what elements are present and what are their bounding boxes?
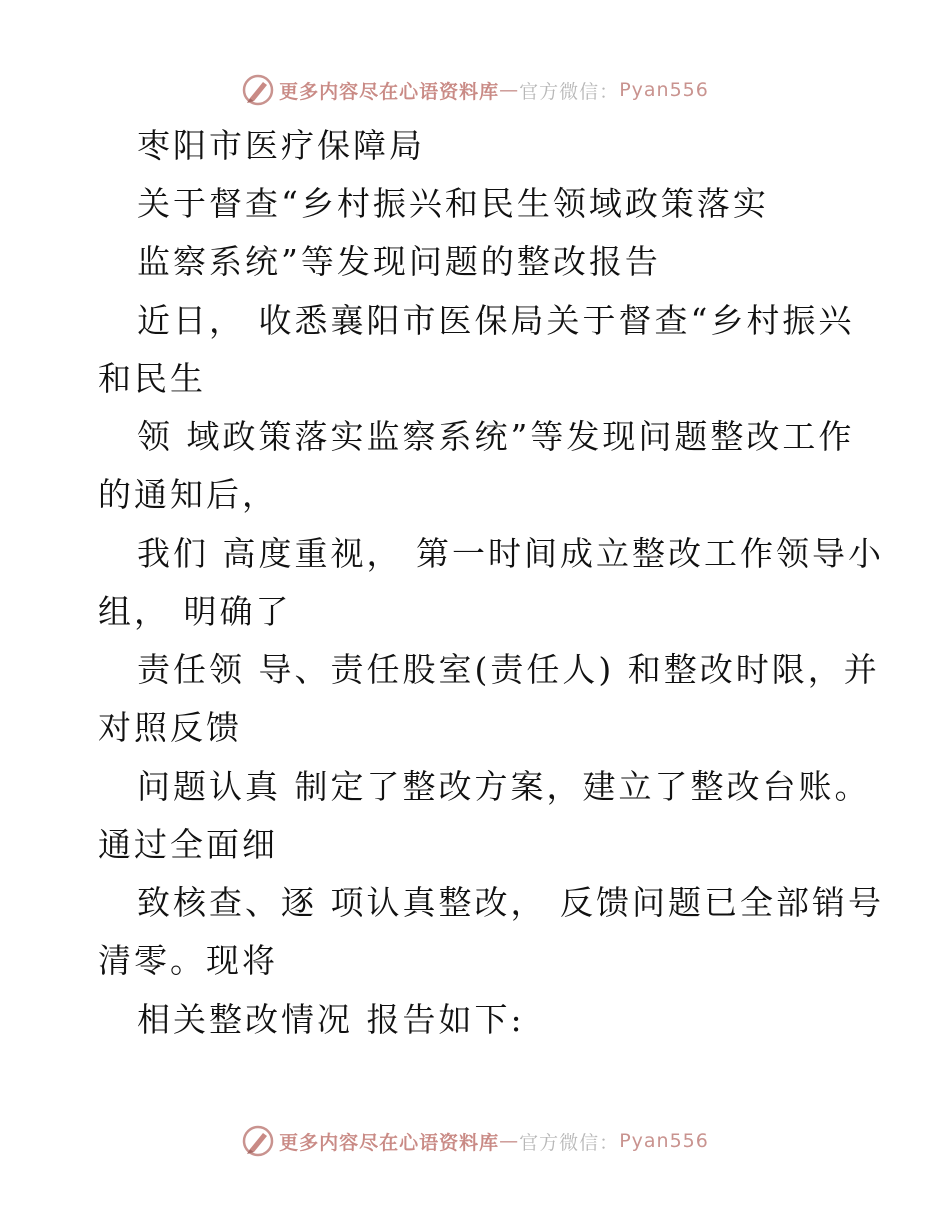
document-title-line-1: 枣阳市医疗保障局 [137, 126, 425, 165]
paragraph-line: 对照反馈 [98, 708, 242, 747]
paragraph-line: 通过全面细 [98, 825, 278, 864]
paragraph-line: 责任领 导、责任股室(责任人) 和整改时限，并 [137, 650, 880, 689]
watermark-header [0, 70, 950, 110]
watermark-id: Pyan556 [619, 1130, 709, 1152]
document-title-line-2: 关于督查“乡村振兴和民生领域政策落实 [137, 184, 769, 223]
watermark-footer [0, 1121, 950, 1161]
pen-logo-icon [241, 1124, 275, 1158]
paragraph-line: 相关整改情况 报告如下: [137, 1000, 525, 1039]
watermark-label: 官方微信： [519, 80, 620, 103]
paragraph-line: 近日， 收悉襄阳市医保局关于督查“乡村振兴 [137, 301, 855, 340]
pen-logo-icon [241, 73, 275, 107]
paragraph-line: 领 域政策落实监察系统”等发现问题整改工作 [137, 417, 855, 456]
document-title-line-3: 监察系统”等发现问题的整改报告 [137, 242, 661, 281]
watermark-label: 官方微信： [519, 1131, 620, 1154]
paragraph-line: 清零。现将 [98, 941, 278, 980]
watermark-separator: — [499, 79, 520, 101]
watermark-brand: 更多内容尽在心语资料库 [279, 80, 500, 103]
paragraph-line: 致核查、逐 项认真整改， 反馈问题已全部销号 [137, 883, 884, 922]
watermark-brand: 更多内容尽在心语资料库 [279, 1131, 500, 1154]
paragraph-line: 我们 高度重视， 第一时间成立整改工作领导小 [137, 534, 884, 573]
paragraph-line: 组， 明确了 [98, 592, 292, 631]
watermark-separator: — [499, 1130, 520, 1152]
watermark-id: Pyan556 [619, 79, 709, 101]
paragraph-line: 和民生 [98, 359, 206, 398]
paragraph-line: 问题认真 制定了整改方案，建立了整改台账。 [137, 767, 871, 806]
paragraph-line: 的通知后， [98, 475, 278, 514]
